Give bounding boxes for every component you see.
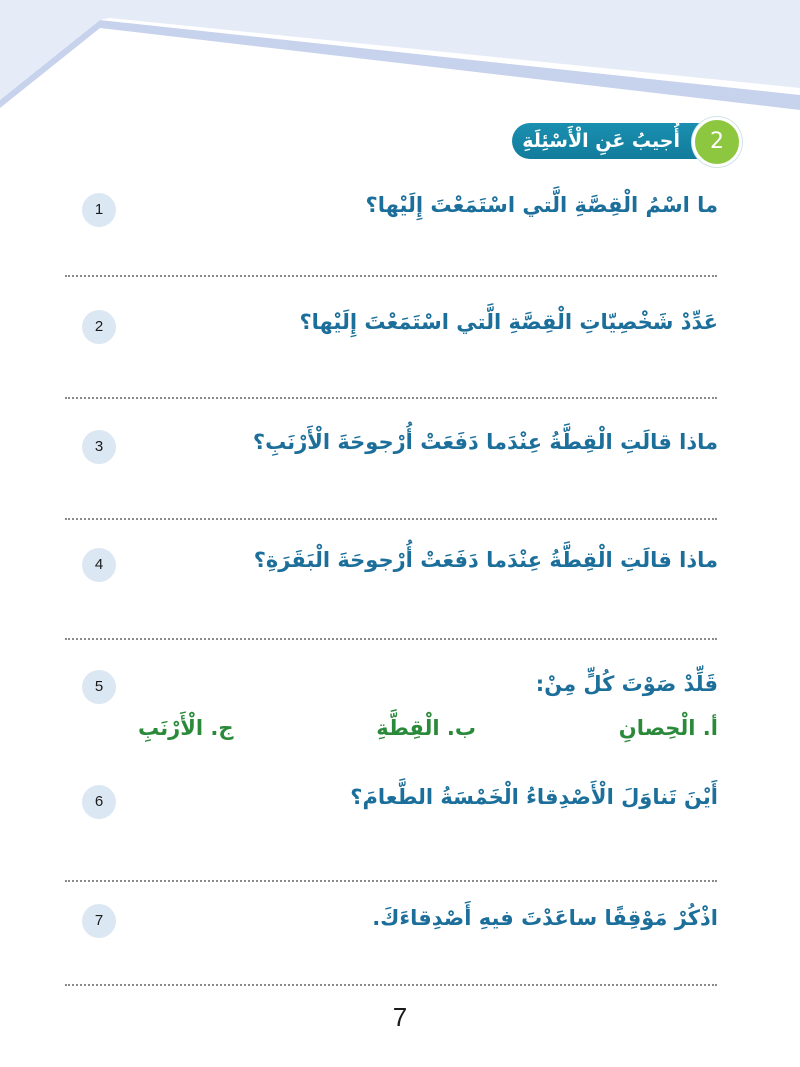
question-text: اذْكُرْ مَوْقِفًا ساعَدْتَ فيهِ أَصْدِقاءَكَ. <box>372 906 718 930</box>
section-number: 2 <box>692 117 742 167</box>
answer-line[interactable] <box>65 397 717 399</box>
question-text: ماذا قالَتِ الْقِطَّةُ عِنْدَما دَفَعَتْ أُرْجوحَةَ الْأَرْنَبِ؟ <box>252 430 718 454</box>
question-number-badge: 5 <box>82 670 116 704</box>
option-b: ب. الْقِطَّةِ <box>376 716 477 740</box>
question-text: أَيْنَ تَناوَلَ الْأَصْدِقاءُ الْخَمْسَةُ الطَّعامَ؟ <box>350 785 718 809</box>
question-number-badge: 4 <box>82 548 116 582</box>
option-c: ج. الْأَرْنَبِ <box>138 716 234 740</box>
header-banner <box>0 0 800 110</box>
question-number-badge: 3 <box>82 430 116 464</box>
question-text: عَدِّدْ شَخْصِيّاتِ الْقِصَّةِ الَّتي اسْتَمَعْتَ إِلَيْها؟ <box>299 310 718 334</box>
section-title: أُجيبُ عَنِ الْأَسْئِلَةِ <box>512 123 700 159</box>
question-text: ماذا قالَتِ الْقِطَّةُ عِنْدَما دَفَعَتْ أُرْجوحَةَ الْبَقَرَةِ؟ <box>253 548 718 572</box>
question-text: ما اسْمُ الْقِصَّةِ الَّتي اسْتَمَعْتَ إِلَيْها؟ <box>365 193 718 217</box>
options-list <box>138 716 718 740</box>
question-number-badge: 6 <box>82 785 116 819</box>
question-number-badge: 2 <box>82 310 116 344</box>
question-number-badge: 1 <box>82 193 116 227</box>
answer-line[interactable] <box>65 275 717 277</box>
page-number: 7 <box>392 1002 408 1032</box>
answer-line[interactable] <box>65 880 717 882</box>
answer-line[interactable] <box>65 638 717 640</box>
question-text: قَلِّدْ صَوْتَ كُلٍّ مِنْ: <box>535 672 718 696</box>
answer-line[interactable] <box>65 984 717 986</box>
question-number-badge: 7 <box>82 904 116 938</box>
option-a: أ. الْحِصانِ <box>618 716 718 740</box>
answer-line[interactable] <box>65 518 717 520</box>
